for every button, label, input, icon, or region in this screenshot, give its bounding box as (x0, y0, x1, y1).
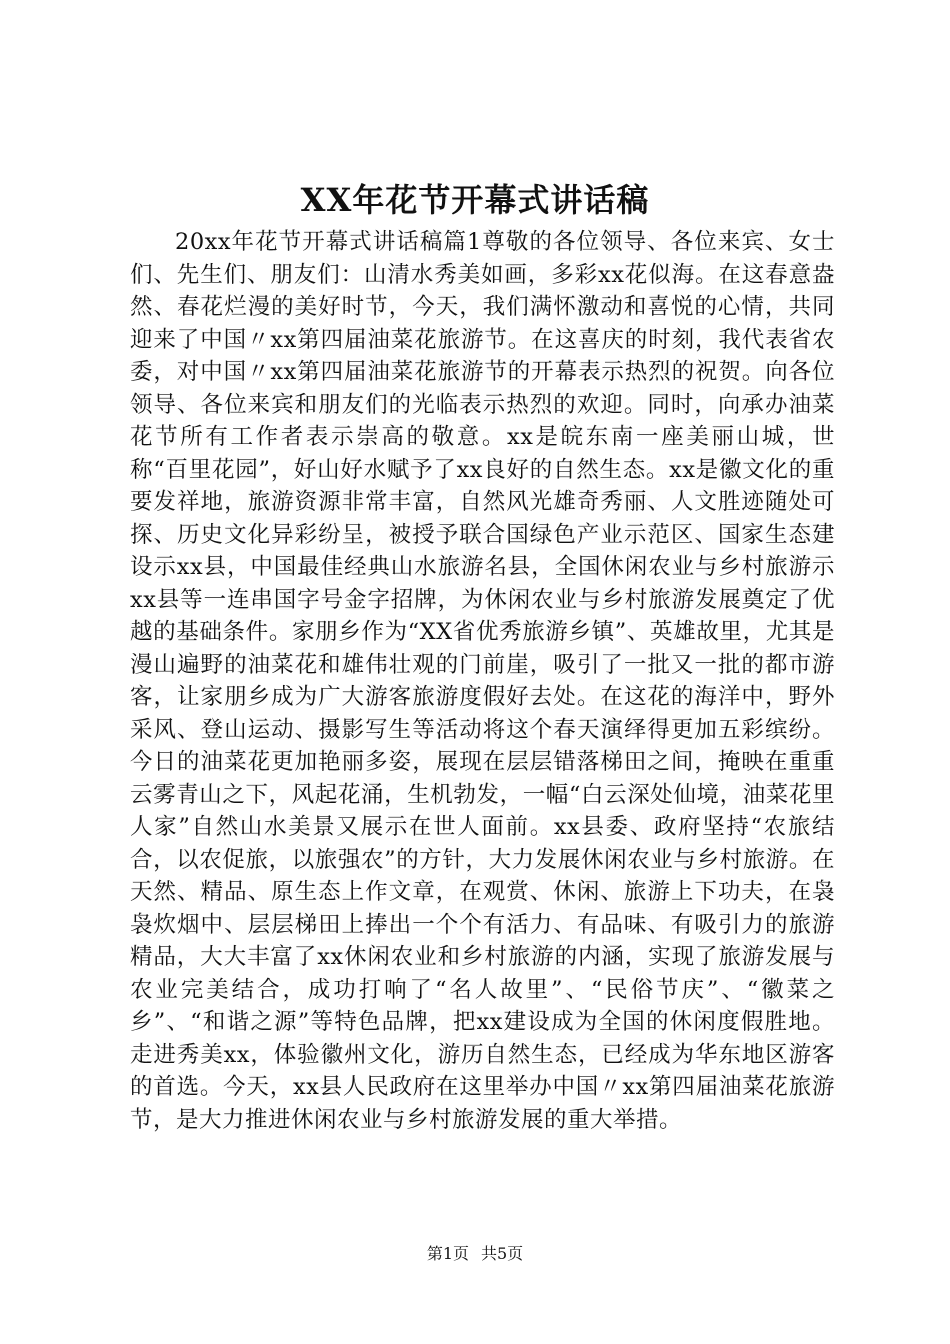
document-title: XX年花节开幕式讲话稿 (300, 181, 650, 219)
document-body-paragraph: 20xx年花节开幕式讲话稿篇1尊敬的各位领导、各位来宾、女士们、先生们、朋友们：山清水秀美如画，多彩xx花似海。在这春意盎然、春花烂漫的美好时节，今天，我们满怀激动和喜悦的心情，共同迎来了中国〃xx第四届油菜花旅游节。在这喜庆的时刻，我代表省农委，对中国〃xx第四届油菜花旅游节的开幕表示热烈的祝贺。向各位领导、各位来宾和朋友们的光临表示热烈的欢迎。同时，向承办油菜花节所有工作者表示崇高的敬意。xx是皖东南一座美丽山城，世称“百里花园”，好山好水赋予了xx良好的自然生态。xx是徽文化的重要发祥地，旅游资源非常丰富，自然风光雄奇秀丽、人文胜迹随处可探、历史文化异彩纷呈，被授予联合国绿色产业示范区、国家生态建设示xx县，中国最佳经典山水旅游名县，全国休闲农业与乡村旅游示xx县等一连串国字号金字招牌，为休闲农业与乡村旅游发展奠定了优越的基础条件。家朋乡作为“XX省优秀旅游乡镇”、英雄故里，尤其是漫山遍野的油菜花和雄伟壮观的门前崖，吸引了一批又一批的都市游客，让家朋乡成为广大游客旅游度假好去处。在这花的海洋中，野外采风、登山运动、摄影写生等活动将这个春天演绎得更加五彩缤纷。今日的油菜花更加艳丽多姿，展现在层层错落梯田之间，掩映在重重云雾青山之下，风起花涌，生机勃发，一幅“白云深处仙境，油菜花里人家”自然山水美景又展示在世人面前。xx县委、政府坚持“农旅结合，以农促旅，以旅强农”的方针，大力发展休闲农业与乡村旅游。在天然、精品、原生态上作文章，在观赏、休闲、旅游上下功夫，在袅袅炊烟中、层层梯田上捧出一个个有活力、有品味、有吸引力的旅游精品，大大丰富了xx休闲农业和乡村旅游的内涵，实现了旅游发展与农业完美结合，成功打响了“名人故里”、“民俗节庆”、“徽菜之乡”、“和谐之源”等特色品牌，把xx建设成为全国的休闲度假胜地。走进秀美xx，体验徽州文化，游历自然生态，已经成为华东地区游客的首选。今天，xx县人民政府在这里举办中国〃xx第四届油菜花旅游节，是大力推进休闲农业与乡村旅游发展的重大举措。 (130, 229, 835, 1133)
page-number-current: 第1页 (426, 1244, 469, 1263)
page-number-total: 共5页 (481, 1244, 524, 1263)
page-footer (0, 1244, 950, 1264)
